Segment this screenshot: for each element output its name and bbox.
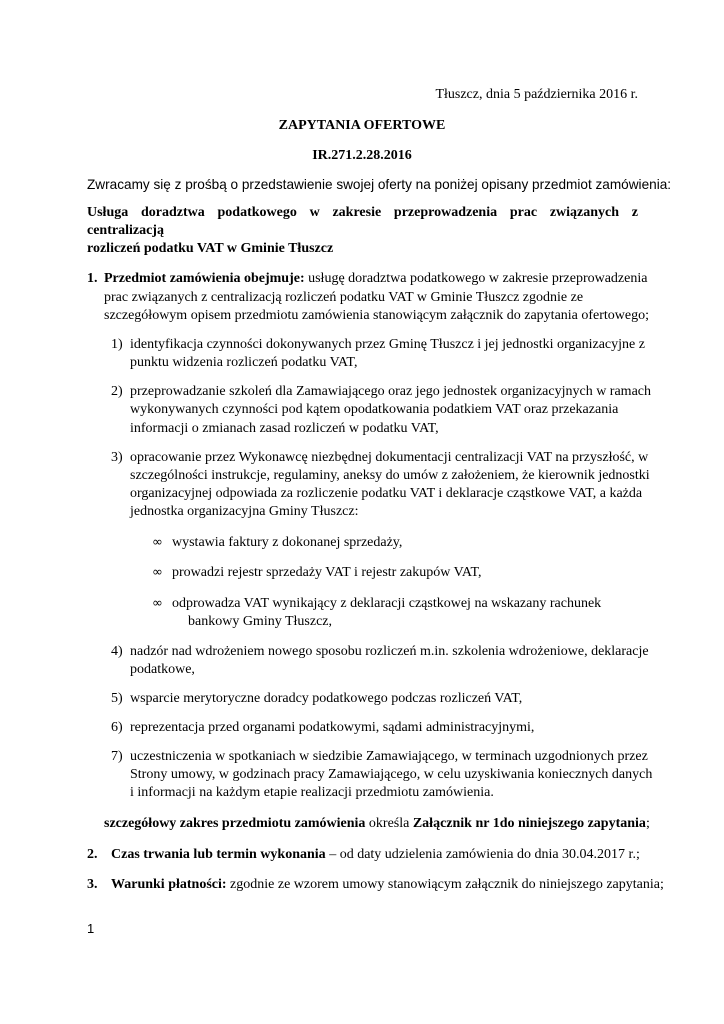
item-4-line-2: podatkowe, (130, 662, 195, 677)
subitem-c-line-1: odprowadza VAT wynikający z deklaracji cząstkowej na wskazany rachunek (172, 596, 602, 611)
item-7-line-3: i informacji na każdym etapie realizacji przedmiotu zamówienia. (130, 785, 494, 800)
item-5-line-1: wsparcie merytoryczne doradcy podatkowego podczas rozliczeń VAT, (130, 691, 523, 706)
scope-mid: określa (365, 816, 413, 831)
scope-end: ; (645, 816, 650, 831)
scope-bold-1: szczegółowy zakres przedmiotu zamówienia (104, 816, 366, 831)
item-3-marker: 3) (111, 450, 123, 465)
intro-text: Zwracamy się z prośbą o przedstawienie swojej oferty na poniżej opisany przedmiot zamówienia: (87, 177, 672, 192)
section-1-line-2: prac związanych z centralizacją rozliczeń podatku VAT w Gminie Tłuszcz zgodnie ze (104, 290, 584, 305)
section-1-heading: Przedmiot zamówienia obejmuje: (104, 271, 305, 286)
section-3-number: 3. (87, 877, 98, 892)
item-4-line-1: nadzór nad wdrożeniem nowego sposobu rozliczeń m.in. szkolenia wdrożeniowe, deklaracje (130, 644, 649, 659)
item-7-marker: 7) (111, 749, 123, 764)
item-2-marker: 2) (111, 384, 123, 399)
section-2-text: – od daty udzielenia zamówienia do dnia 30.04.2017 r.; (325, 847, 640, 862)
infinity-bullet-icon: ∞ (152, 596, 163, 611)
infinity-bullet-icon: ∞ (152, 565, 163, 580)
service-title-line-1: Usługa doradztwa podatkowego w zakresie przeprowadzenia prac związanych z centralizacją (87, 205, 638, 238)
section-3-heading: Warunki płatności: (111, 877, 227, 892)
item-6-line-1: reprezentacja przed organami podatkowymi, sądami administracyjnymi, (130, 720, 535, 735)
section-1-line-3: szczegółowym opisem przedmiotu zamówienia stanowiącym załącznik do zapytania ofertowego; (104, 308, 650, 323)
service-title (87, 204, 638, 258)
document-title: ZAPYTANIA OFERTOWE (278, 118, 446, 133)
reference-number: IR.271.2.28.2016 (312, 148, 412, 163)
section-2-heading: Czas trwania lub termin wykonania (111, 847, 326, 862)
subitem-c-line-2: bankowy Gminy Tłuszcz, (188, 614, 332, 629)
subitem-a: wystawia faktury z dokonanej sprzedaży, (172, 535, 403, 550)
item-1-line-2: punktu widzenia rozliczeń podatku VAT, (130, 355, 358, 370)
item-4-marker: 4) (111, 644, 123, 659)
item-3-line-3: organizacyjnej odpowiada za rozliczenie podatku VAT i deklaracje cząstkowe VAT, a każda (130, 486, 643, 501)
subitem-b: prowadzi rejestr sprzedaży VAT i rejestr zakupów VAT, (172, 565, 482, 580)
item-5-marker: 5) (111, 691, 123, 706)
section-1-number: 1. (87, 271, 98, 286)
page-number: 1 (87, 921, 95, 936)
section-3-text: zgodnie ze wzorem umowy stanowiącym załącznik do niniejszego zapytania; (226, 877, 664, 892)
item-1-marker: 1) (111, 337, 123, 352)
item-3-line-1: opracowanie przez Wykonawcę niezbędnej dokumentacji centralizacji VAT na przyszłość, w (130, 450, 649, 465)
item-7-line-2: Strony umowy, w godzinach pracy Zamawiającego, w celu uzyskiwania koniecznych danych (130, 767, 653, 782)
section-3-line (111, 876, 664, 894)
item-2-line-3: informacji o zmianach zasad rozliczeń w podatku VAT, (130, 421, 439, 436)
section-1-line-1-text: usługę doradztwa podatkowego w zakresie przeprowadzenia (304, 271, 648, 286)
scope-bold-2: Załącznik nr 1do niniejszego zapytania (412, 816, 646, 831)
service-title-line-2: rozliczeń podatku VAT w Gminie Tłuszcz (87, 241, 334, 256)
section-2-line (111, 846, 640, 864)
item-7-line-1: uczestniczenia w spotkaniach w siedzibie Zamawiającego, w terminach uzgodnionych przez (130, 749, 648, 764)
date-line: Tłuszcz, dnia 5 października 2016 r. (435, 87, 638, 102)
item-1-line-1: identyfikacja czynności dokonywanych przez Gminę Tłuszcz i jej jednostki organizacyjne z (130, 337, 645, 352)
item-3-line-2: szczególności instrukcje, regulaminy, aneksy do umów z założeniem, że kierownik jednostki (130, 468, 650, 483)
item-2-line-1: przeprowadzanie szkoleń dla Zamawiającego oraz jego jednostek organizacyjnych w ramach (130, 384, 652, 399)
item-6-marker: 6) (111, 720, 123, 735)
scope-line (104, 815, 650, 833)
section-1-line-1 (104, 270, 647, 288)
infinity-bullet-icon: ∞ (152, 535, 163, 550)
section-2-number: 2. (87, 847, 98, 862)
item-3-line-4: jednostka organizacyjna Gminy Tłuszcz: (130, 504, 359, 519)
item-2-line-2: wykonywanych czynności pod kątem opodatkowania podatkiem VAT oraz przekazania (130, 402, 619, 417)
